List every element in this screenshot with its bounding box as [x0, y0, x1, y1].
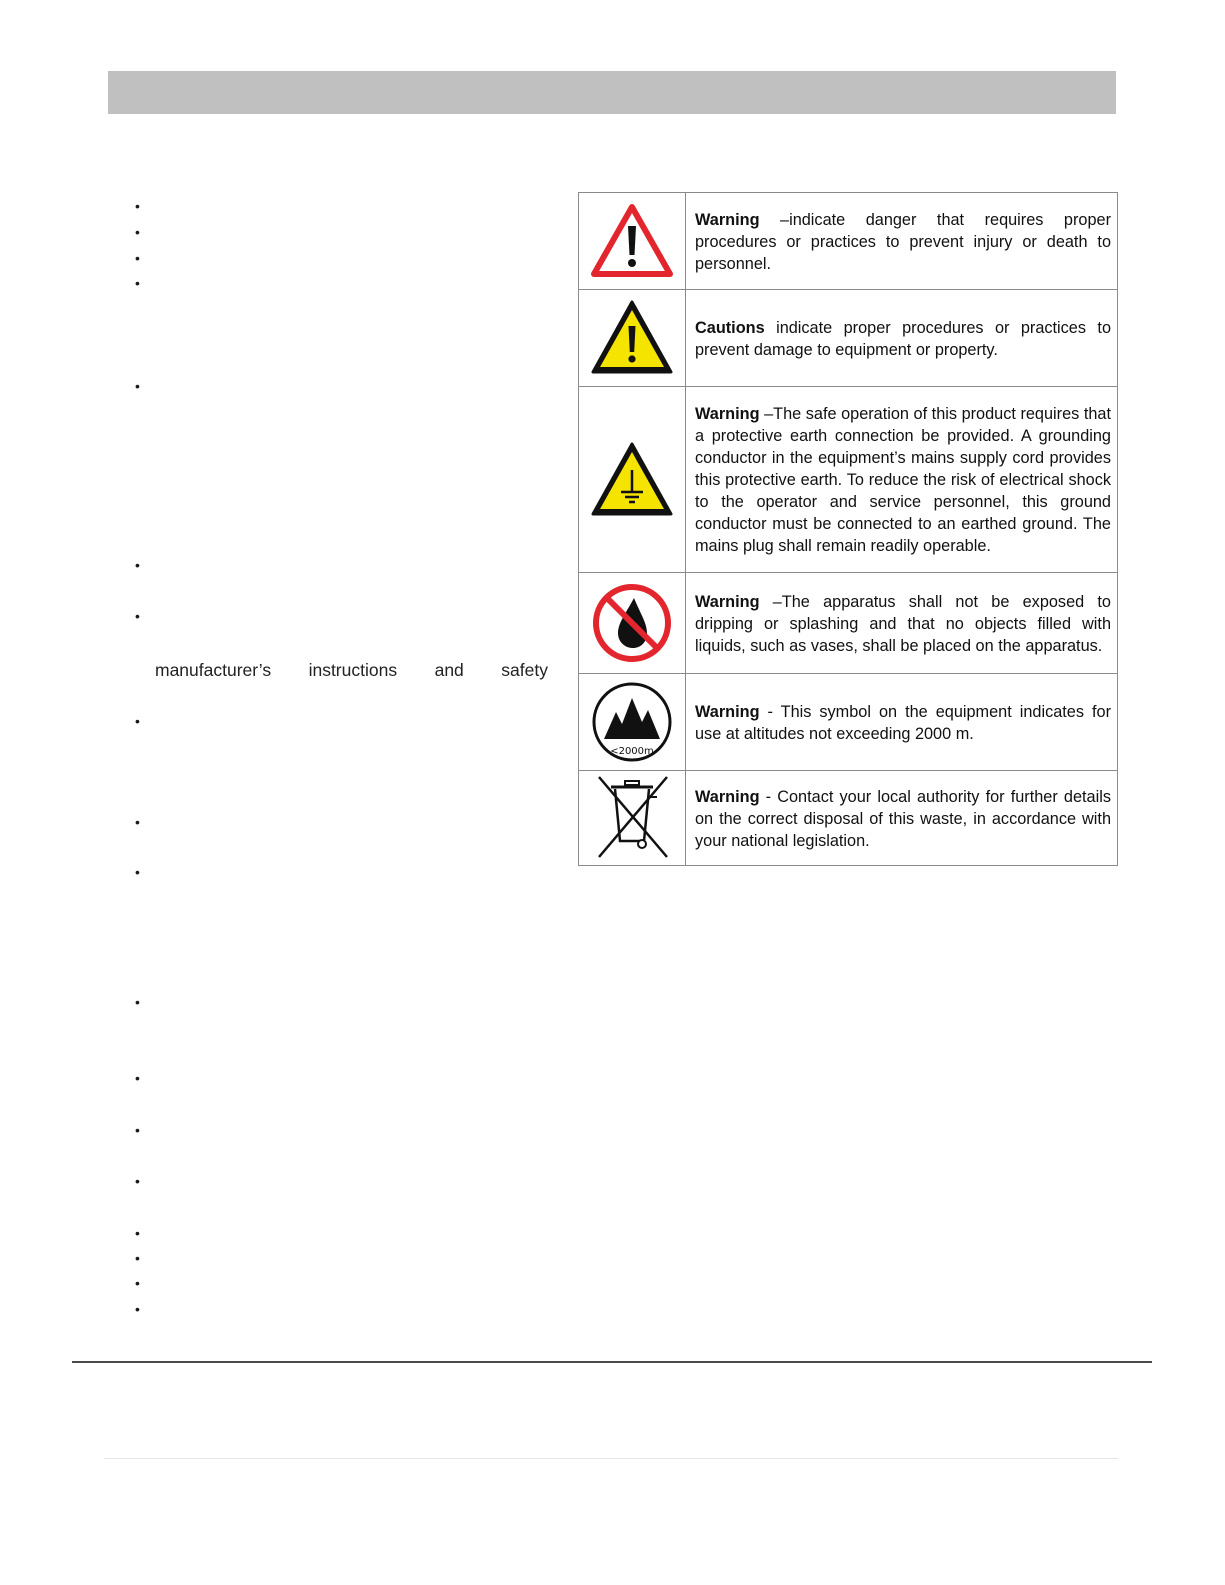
symbol-row-weee	[579, 771, 1118, 866]
list-bullet: •	[135, 1275, 140, 1291]
symbol-row-no-liquids	[579, 573, 1118, 674]
symbol-description	[686, 573, 1118, 674]
symbol-lead: Cautions	[695, 318, 765, 337]
word: safety	[501, 660, 548, 680]
symbol-description	[686, 290, 1118, 387]
list-bullet: •	[135, 198, 140, 214]
icon-cell	[579, 573, 686, 674]
footer-divider	[72, 1361, 1152, 1363]
list-bullet: •	[135, 814, 140, 830]
symbol-description	[686, 771, 1118, 866]
list-bullet: •	[135, 1250, 140, 1266]
list-bullet: •	[135, 557, 140, 573]
symbol-row-protective-earth	[579, 387, 1118, 573]
no-liquids-icon	[590, 581, 674, 665]
visible-body-text-line	[155, 660, 548, 681]
list-bullet: •	[135, 994, 140, 1010]
warning-red-triangle-icon	[590, 202, 674, 280]
caution-yellow-triangle-icon	[590, 298, 674, 378]
altitude-limit-label: <2000m	[610, 746, 654, 757]
safety-symbols-table	[578, 192, 1118, 866]
symbol-lead: Warning	[695, 787, 760, 806]
section-header-bar	[108, 71, 1116, 114]
altitude-limit-icon	[590, 680, 674, 764]
word: and	[434, 660, 464, 680]
icon-cell	[579, 193, 686, 290]
symbol-lead: Warning	[695, 592, 760, 611]
list-bullet: •	[135, 275, 140, 291]
protective-earth-triangle-icon	[590, 440, 674, 520]
list-bullet: •	[135, 864, 140, 880]
list-bullet: •	[135, 1070, 140, 1086]
list-bullet: •	[135, 713, 140, 729]
symbol-text: –The apparatus shall not be exposed to dripping or splashing and that no objects filled with liquids, such as vases, shall be placed on the apparatus.	[695, 592, 1111, 655]
list-bullet: •	[135, 608, 140, 624]
list-bullet: •	[135, 378, 140, 394]
symbol-description	[686, 674, 1118, 771]
list-bullet: •	[135, 224, 140, 240]
symbol-lead: Warning	[695, 702, 760, 721]
symbol-text: –The safe operation of this product requires that a protective earth connection be provided. A grounding conductor in the equipment’s mains supply cord provides this protective earth. To reduce the risk of electrical shock to the operator and service personnel, this ground conductor must be connected to an earthed ground. The mains plug shall remain readily operable.	[695, 405, 1111, 555]
list-bullet: •	[135, 250, 140, 266]
list-bullet: •	[135, 1173, 140, 1189]
list-bullet: •	[135, 1122, 140, 1138]
icon-cell	[579, 771, 686, 866]
icon-cell	[579, 290, 686, 387]
list-bullet: •	[135, 1301, 140, 1317]
symbol-description	[686, 193, 1118, 290]
symbol-description	[686, 387, 1118, 573]
symbol-text: - Contact your local authority for further details on the correct disposal of this waste, in accordance with your national legislation.	[695, 787, 1111, 850]
weee-crossed-bin-icon	[587, 775, 677, 861]
symbol-text: indicate proper procedures or practices to prevent damage to equipment or property.	[695, 318, 1111, 359]
word: instructions	[308, 660, 398, 680]
footer-divider-light	[104, 1458, 1118, 1459]
word: manufacturer’s	[155, 660, 272, 680]
icon-cell	[579, 674, 686, 771]
icon-cell	[579, 387, 686, 573]
symbol-text: - This symbol on the equipment indicates for use at altitudes not exceeding 2000 m.	[695, 702, 1111, 743]
symbol-row-altitude	[579, 674, 1118, 771]
symbol-lead: Warning	[695, 210, 760, 229]
symbol-lead: Warning	[695, 405, 760, 423]
symbol-row-caution	[579, 290, 1118, 387]
symbol-text: –indicate danger that requires proper procedures or practices to prevent injury or death to personnel.	[695, 210, 1111, 273]
list-bullet: •	[135, 1225, 140, 1241]
symbol-row-warning	[579, 193, 1118, 290]
